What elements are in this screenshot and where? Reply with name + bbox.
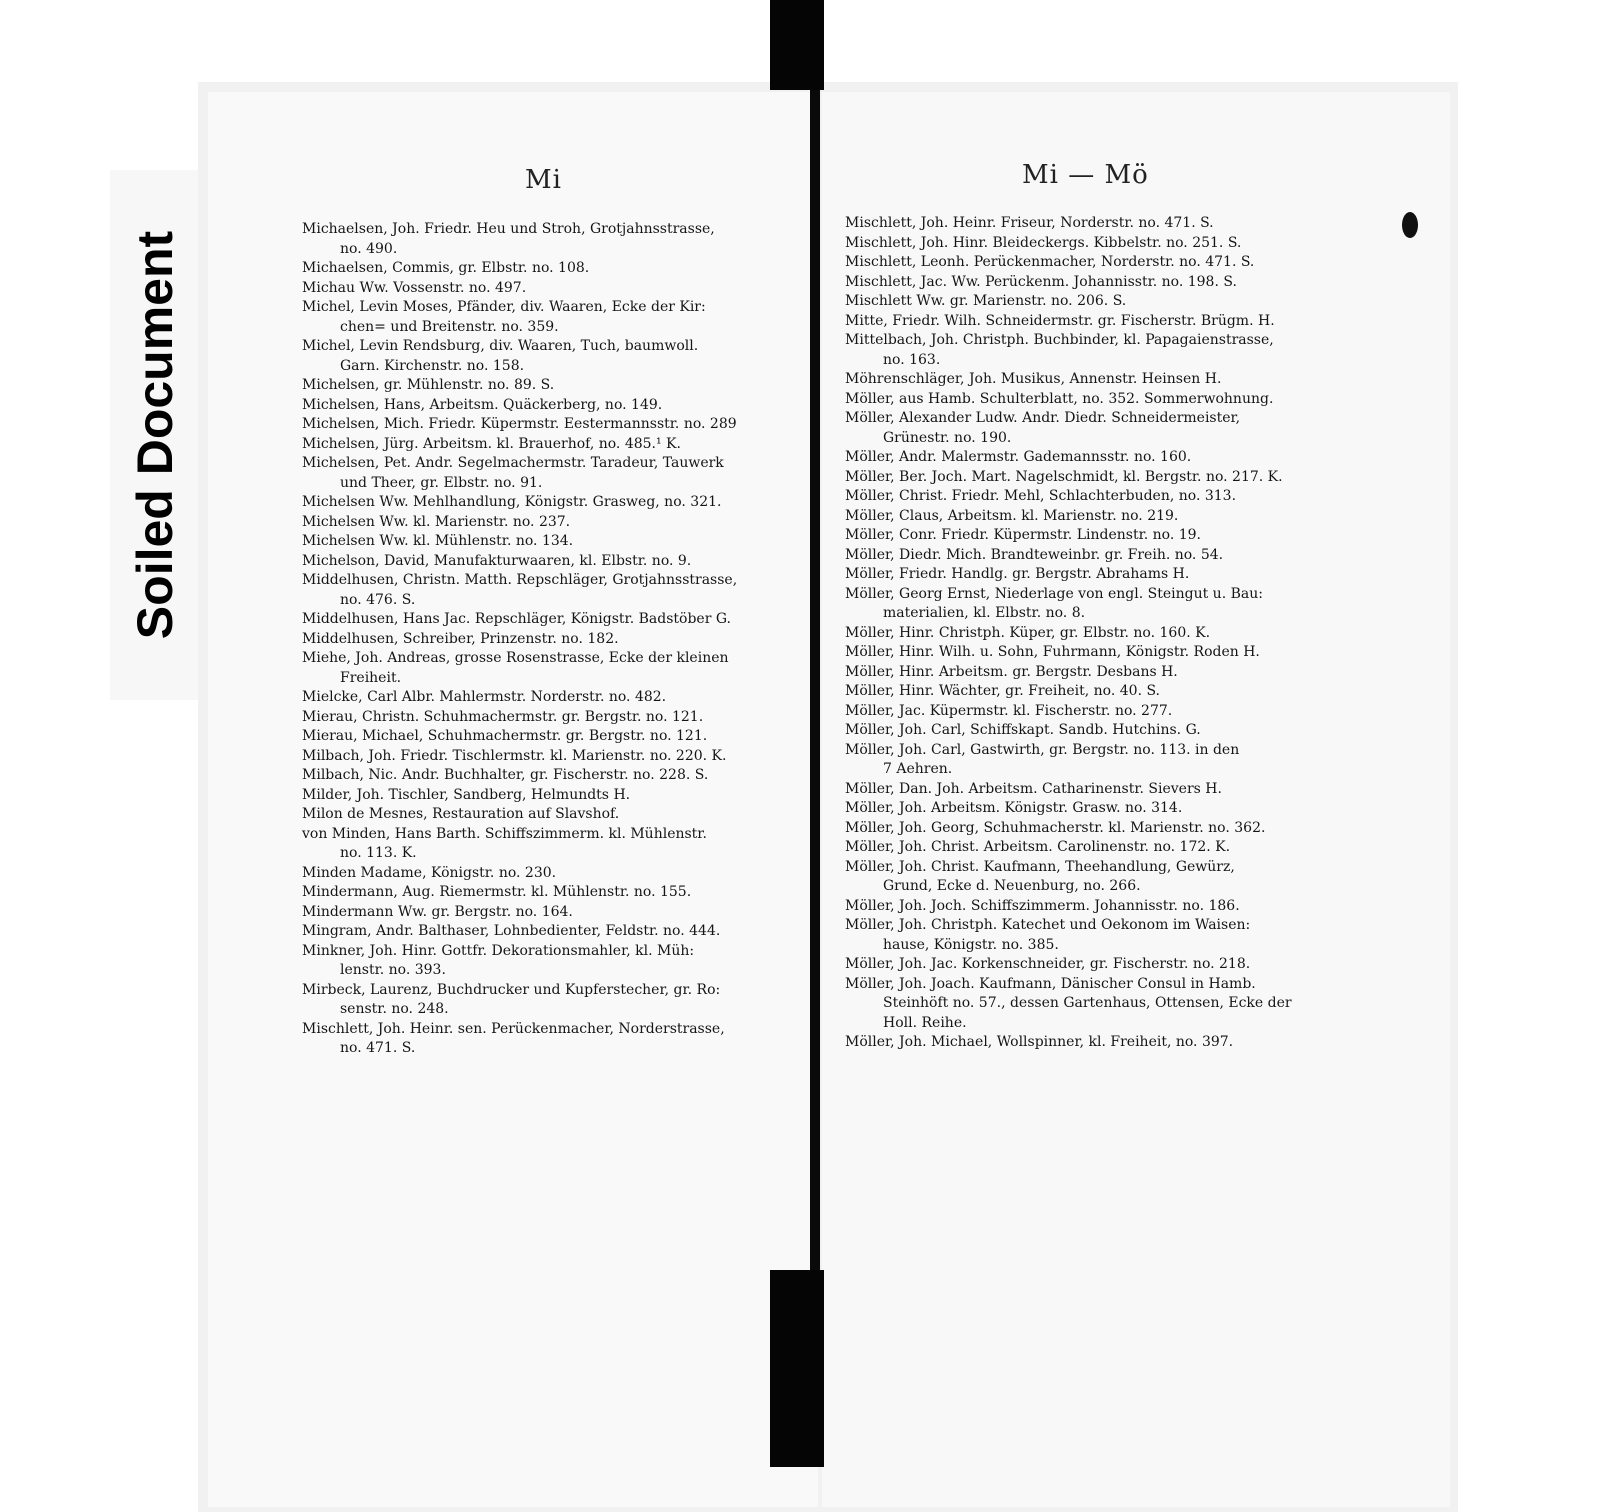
directory-entry [302,396,792,416]
entry-line: Möller, Andr. Malermstr. Gademannsstr. no. 160. [845,449,1192,465]
directory-entry [845,526,1357,546]
directory-entry [845,390,1357,410]
entry-line: Michelsen, gr. Mühlenstr. no. 89. S. [302,377,555,393]
entry-line: no. 476. S. [340,591,416,608]
directory-entry [302,649,792,688]
directory-entry [302,825,792,864]
binding-clip-top [770,0,824,90]
directory-entry [302,942,792,981]
soiled-document-label: Soiled Document [127,230,183,640]
directory-entry [302,376,792,396]
directory-entry [845,507,1357,527]
entry-line: Möller, Joh. Christ. Arbeitsm. Carolinenstr. no. 172. K. [845,839,1231,855]
entry-line: Möller, Joh. Arbeitsm. Königstr. Grasw. no. 314. [845,800,1183,816]
entry-line: Möller, aus Hamb. Schulterblatt, no. 352. Sommerwohnung. [845,390,1274,407]
entry-line: Möller, Conr. Friedr. Küpermstr. Lindenstr. no. 19. [845,527,1201,543]
entry-line: Mischlett, Joh. Hinr. Bleideckergs. Kibbelstr. no. 251. S. [845,234,1242,251]
directory-entry [845,253,1357,273]
entry-line: Mittelbach, Joh. Christph. Buchbinder, kl. Papagaienstrasse, [845,332,1274,348]
directory-entry [845,585,1357,624]
entry-line: Möller, Hinr. Arbeitsm. gr. Bergstr. Desbans H. [845,663,1178,680]
entry-line: Mierau, Christn. Schuhmachermstr. gr. Bergstr. no. 121. [302,708,704,725]
directory-entry [302,610,792,630]
entry-line: Steinhöft no. 57., dessen Gartenhaus, Ottensen, Ecke der [883,995,1292,1011]
left-entry-column [302,220,792,1059]
entry-line: Möller, Friedr. Handlg. gr. Bergstr. Abrahams H. [845,566,1190,582]
directory-entry [845,448,1357,468]
entry-line: Michelsen Ww. kl. Marienstr. no. 237. [302,513,571,530]
directory-entry [845,331,1357,370]
directory-entry [845,1033,1357,1053]
directory-entry [845,565,1357,585]
directory-entry [302,532,792,552]
entry-line: lenstr. no. 393. [340,962,446,978]
directory-entry [302,883,792,903]
directory-entry [302,415,792,435]
entry-line: Möller, Hinr. Wilh. u. Sohn, Fuhrmann, Königstr. Roden H. [845,644,1260,660]
entry-line: Möller, Jac. Küpermstr. kl. Fischerstr. no. 277. [845,702,1173,719]
directory-entry [302,805,792,825]
directory-entry [845,487,1357,507]
entry-line: Mischlett, Leonh. Perückenmacher, Norderstr. no. 471. S. [845,254,1255,270]
directory-entry [845,214,1357,234]
entry-line: Möller, Hinr. Wächter, gr. Freiheit, no. 40. S. [845,683,1161,699]
entry-line: Möller, Christ. Friedr. Mehl, Schlachterbuden, no. 313. [845,488,1237,504]
entry-line: Möller, Ber. Joch. Mart. Nagelschmidt, kl. Bergstr. no. 217. K. [845,468,1283,485]
entry-line: no. 490. [340,240,398,257]
left-running-head: Mi [525,165,562,195]
entry-line: Grünestr. no. 190. [883,429,1012,446]
directory-entry [845,780,1357,800]
entry-line: no. 163. [883,351,941,368]
directory-entry [845,819,1357,839]
directory-entry [302,571,792,610]
entry-line: Michelson, David, Manufakturwaaren, kl. Elbstr. no. 9. [302,552,692,569]
entry-line: Miehe, Joh. Andreas, grosse Rosenstrasse, Ecke der kleinen [302,650,729,666]
entry-line: materialien, kl. Elbstr. no. 8. [883,605,1086,621]
entry-line: Möller, Claus, Arbeitsm. kl. Marienstr. no. 219. [845,507,1179,524]
directory-entry [302,279,792,299]
entry-line: Möller, Dan. Joh. Arbeitsm. Catharinenstr. Sievers H. [845,780,1222,797]
entry-line: Mischlett, Joh. Heinr. sen. Perückenmacher, Norderstrasse, [302,1020,725,1037]
entry-line: Möller, Joh. Carl, Schiffskapt. Sandb. Hutchins. G. [845,722,1201,738]
entry-line: Mischlett, Joh. Heinr. Friseur, Norderstr. no. 471. S. [845,215,1214,231]
directory-entry [302,220,792,259]
entry-line: Mischlett, Jac. Ww. Perückenm. Johannisstr. no. 198. S. [845,273,1237,290]
directory-entry [302,259,792,279]
entry-line: Möller, Joh. Jac. Korkenschneider, gr. Fischerstr. no. 218. [845,956,1251,972]
entry-line: Mischlett Ww. gr. Marienstr. no. 206. S. [845,293,1127,309]
directory-entry [302,708,792,728]
directory-entry [845,292,1357,312]
directory-entry [845,975,1357,1034]
directory-entry [845,702,1357,722]
entry-line: Milbach, Joh. Friedr. Tischlermstr. kl. Marienstr. no. 220. K. [302,747,727,764]
entry-line: Minkner, Joh. Hinr. Gottfr. Dekorationsmahler, kl. Müh: [302,942,695,959]
directory-entry [845,234,1357,254]
entry-line: Michau Ww. Vossenstr. no. 497. [302,279,527,296]
directory-entry [302,552,792,572]
directory-entry [302,766,792,786]
entry-line: Möller, Alexander Ludw. Andr. Diedr. Schneidermeister, [845,410,1241,426]
entry-line: Mindermann Ww. gr. Bergstr. no. 164. [302,903,573,920]
directory-entry [845,409,1357,448]
entry-line: Möller, Joh. Georg, Schuhmacherstr. kl. Marienstr. no. 362. [845,819,1266,836]
directory-entry [302,903,792,923]
entry-line: Michel, Levin Rendsburg, div. Waaren, Tuch, baumwoll. [302,338,699,354]
entry-line: Michelsen, Mich. Friedr. Küpermstr. Eestermannsstr. no. 289 [302,416,737,432]
entry-line: Möller, Joh. Christph. Katechet und Oekonom im Waisen: [845,917,1251,933]
directory-entry [845,916,1357,955]
entry-line: Michelsen, Pet. Andr. Segelmachermstr. Taradeur, Tauwerk [302,455,724,471]
entry-line: Garn. Kirchenstr. no. 158. [340,357,525,374]
entry-line: Möller, Hinr. Christph. Küper, gr. Elbstr. no. 160. K. [845,624,1211,641]
entry-line: no. 471. S. [340,1040,416,1056]
entry-line: Middelhusen, Hans Jac. Repschläger, Königstr. Badstöber G. [302,611,731,627]
entry-line: Michelsen, Jürg. Arbeitsm. kl. Brauerhof, no. 485.¹ K. [302,435,681,452]
directory-entry [845,643,1357,663]
binding-clip-bottom [770,1270,824,1467]
entry-line: von Minden, Hans Barth. Schiffszimmerm. kl. Mühlenstr. [302,825,707,842]
entry-line: Michel, Levin Moses, Pfänder, div. Waaren, Ecke der Kir: [302,299,706,315]
directory-entry [845,312,1357,332]
entry-line: senstr. no. 248. [340,1001,449,1017]
directory-entry [845,721,1357,741]
directory-entry [302,747,792,767]
directory-entry [845,682,1357,702]
directory-entry [302,630,792,650]
directory-entry [845,370,1357,390]
entry-line: Grund, Ecke d. Neuenburg, no. 266. [883,878,1141,894]
entry-line: chen= und Breitenstr. no. 359. [340,318,559,335]
entry-line: Milon de Mesnes, Restauration auf Slavshof. [302,806,620,822]
right-entry-column [845,214,1357,1053]
directory-entry [302,864,792,884]
directory-entry [302,786,792,806]
directory-entry [845,624,1357,644]
entry-line: hause, Königstr. no. 385. [883,936,1059,953]
directory-entry [302,435,792,455]
entry-line: Middelhusen, Christn. Matth. Repschläger, Grotjahnsstrasse, [302,572,738,588]
entry-line: Holl. Reihe. [883,1014,967,1031]
directory-entry [302,688,792,708]
entry-line: Mingram, Andr. Balthaser, Lohnbedienter, Feldstr. no. 444. [302,923,721,939]
entry-line: Mitte, Friedr. Wilh. Schneidermstr. gr. Fischerstr. Brügm. H. [845,312,1275,329]
entry-line: Möller, Joh. Joch. Schiffszimmerm. Johannisstr. no. 186. [845,897,1240,914]
entry-line: Möller, Joh. Carl, Gastwirth, gr. Bergstr. no. 113. in den [845,741,1240,758]
entry-line: Minden Madame, Königstr. no. 230. [302,864,557,881]
directory-entry [845,741,1357,780]
directory-entry [302,493,792,513]
directory-entry [845,799,1357,819]
entry-line: Möhrenschläger, Joh. Musikus, Annenstr. Heinsen H. [845,371,1222,387]
directory-entry [845,663,1357,683]
directory-entry [845,858,1357,897]
entry-line: Mierau, Michael, Schuhmachermstr. gr. Bergstr. no. 121. [302,728,708,744]
entry-line: Michaelsen, Commis, gr. Elbstr. no. 108. [302,260,590,276]
entry-line: Milder, Joh. Tischler, Sandberg, Helmundts H. [302,786,631,803]
entry-line: Michaelsen, Joh. Friedr. Heu und Stroh, Grotjahnsstrasse, [302,221,715,237]
entry-line: Freiheit. [340,669,402,686]
directory-entry [302,337,792,376]
ink-blot [1402,212,1418,238]
directory-entry [845,468,1357,488]
right-running-head: Mi — Mö [1022,160,1149,190]
directory-entry [302,727,792,747]
entry-line: Möller, Diedr. Mich. Brandteweinbr. gr. Freih. no. 54. [845,546,1224,563]
entry-line: Middelhusen, Schreiber, Prinzenstr. no. 182. [302,630,619,647]
directory-entry [845,897,1357,917]
entry-line: Milbach, Nic. Andr. Buchhalter, gr. Fischerstr. no. 228. S. [302,767,709,783]
entry-line: Mirbeck, Laurenz, Buchdrucker und Kupferstecher, gr. Ro: [302,981,721,998]
entry-line: no. 113. K. [340,845,417,861]
entry-line: Möller, Joh. Michael, Wollspinner, kl. Freiheit, no. 397. [845,1034,1234,1050]
entry-line: 7 Aehren. [883,761,953,777]
entry-line: Mindermann, Aug. Riemermstr. kl. Mühlenstr. no. 155. [302,884,692,900]
directory-entry [302,922,792,942]
directory-entry [302,981,792,1020]
directory-entry [302,513,792,533]
entry-line: Möller, Joh. Joach. Kaufmann, Dänischer Consul in Hamb. [845,975,1256,992]
entry-line: und Theer, gr. Elbstr. no. 91. [340,474,543,491]
book-gutter [810,90,820,1270]
entry-line: Michelsen Ww. kl. Mühlenstr. no. 134. [302,533,574,549]
directory-entry [845,273,1357,293]
directory-entry [845,955,1357,975]
directory-entry [845,546,1357,566]
directory-entry [845,838,1357,858]
directory-entry [302,454,792,493]
entry-line: Möller, Joh. Christ. Kaufmann, Theehandlung, Gewürz, [845,858,1235,875]
directory-entry [302,1020,792,1059]
entry-line: Mielcke, Carl Albr. Mahlermstr. Norderstr. no. 482. [302,689,667,705]
entry-line: Michelsen Ww. Mehlhandlung, Königstr. Grasweg, no. 321. [302,494,722,510]
entry-line: Michelsen, Hans, Arbeitsm. Quäckerberg, no. 149. [302,396,663,413]
directory-entry [302,298,792,337]
entry-line: Möller, Georg Ernst, Niederlage von engl. Steingut u. Bau: [845,585,1263,602]
